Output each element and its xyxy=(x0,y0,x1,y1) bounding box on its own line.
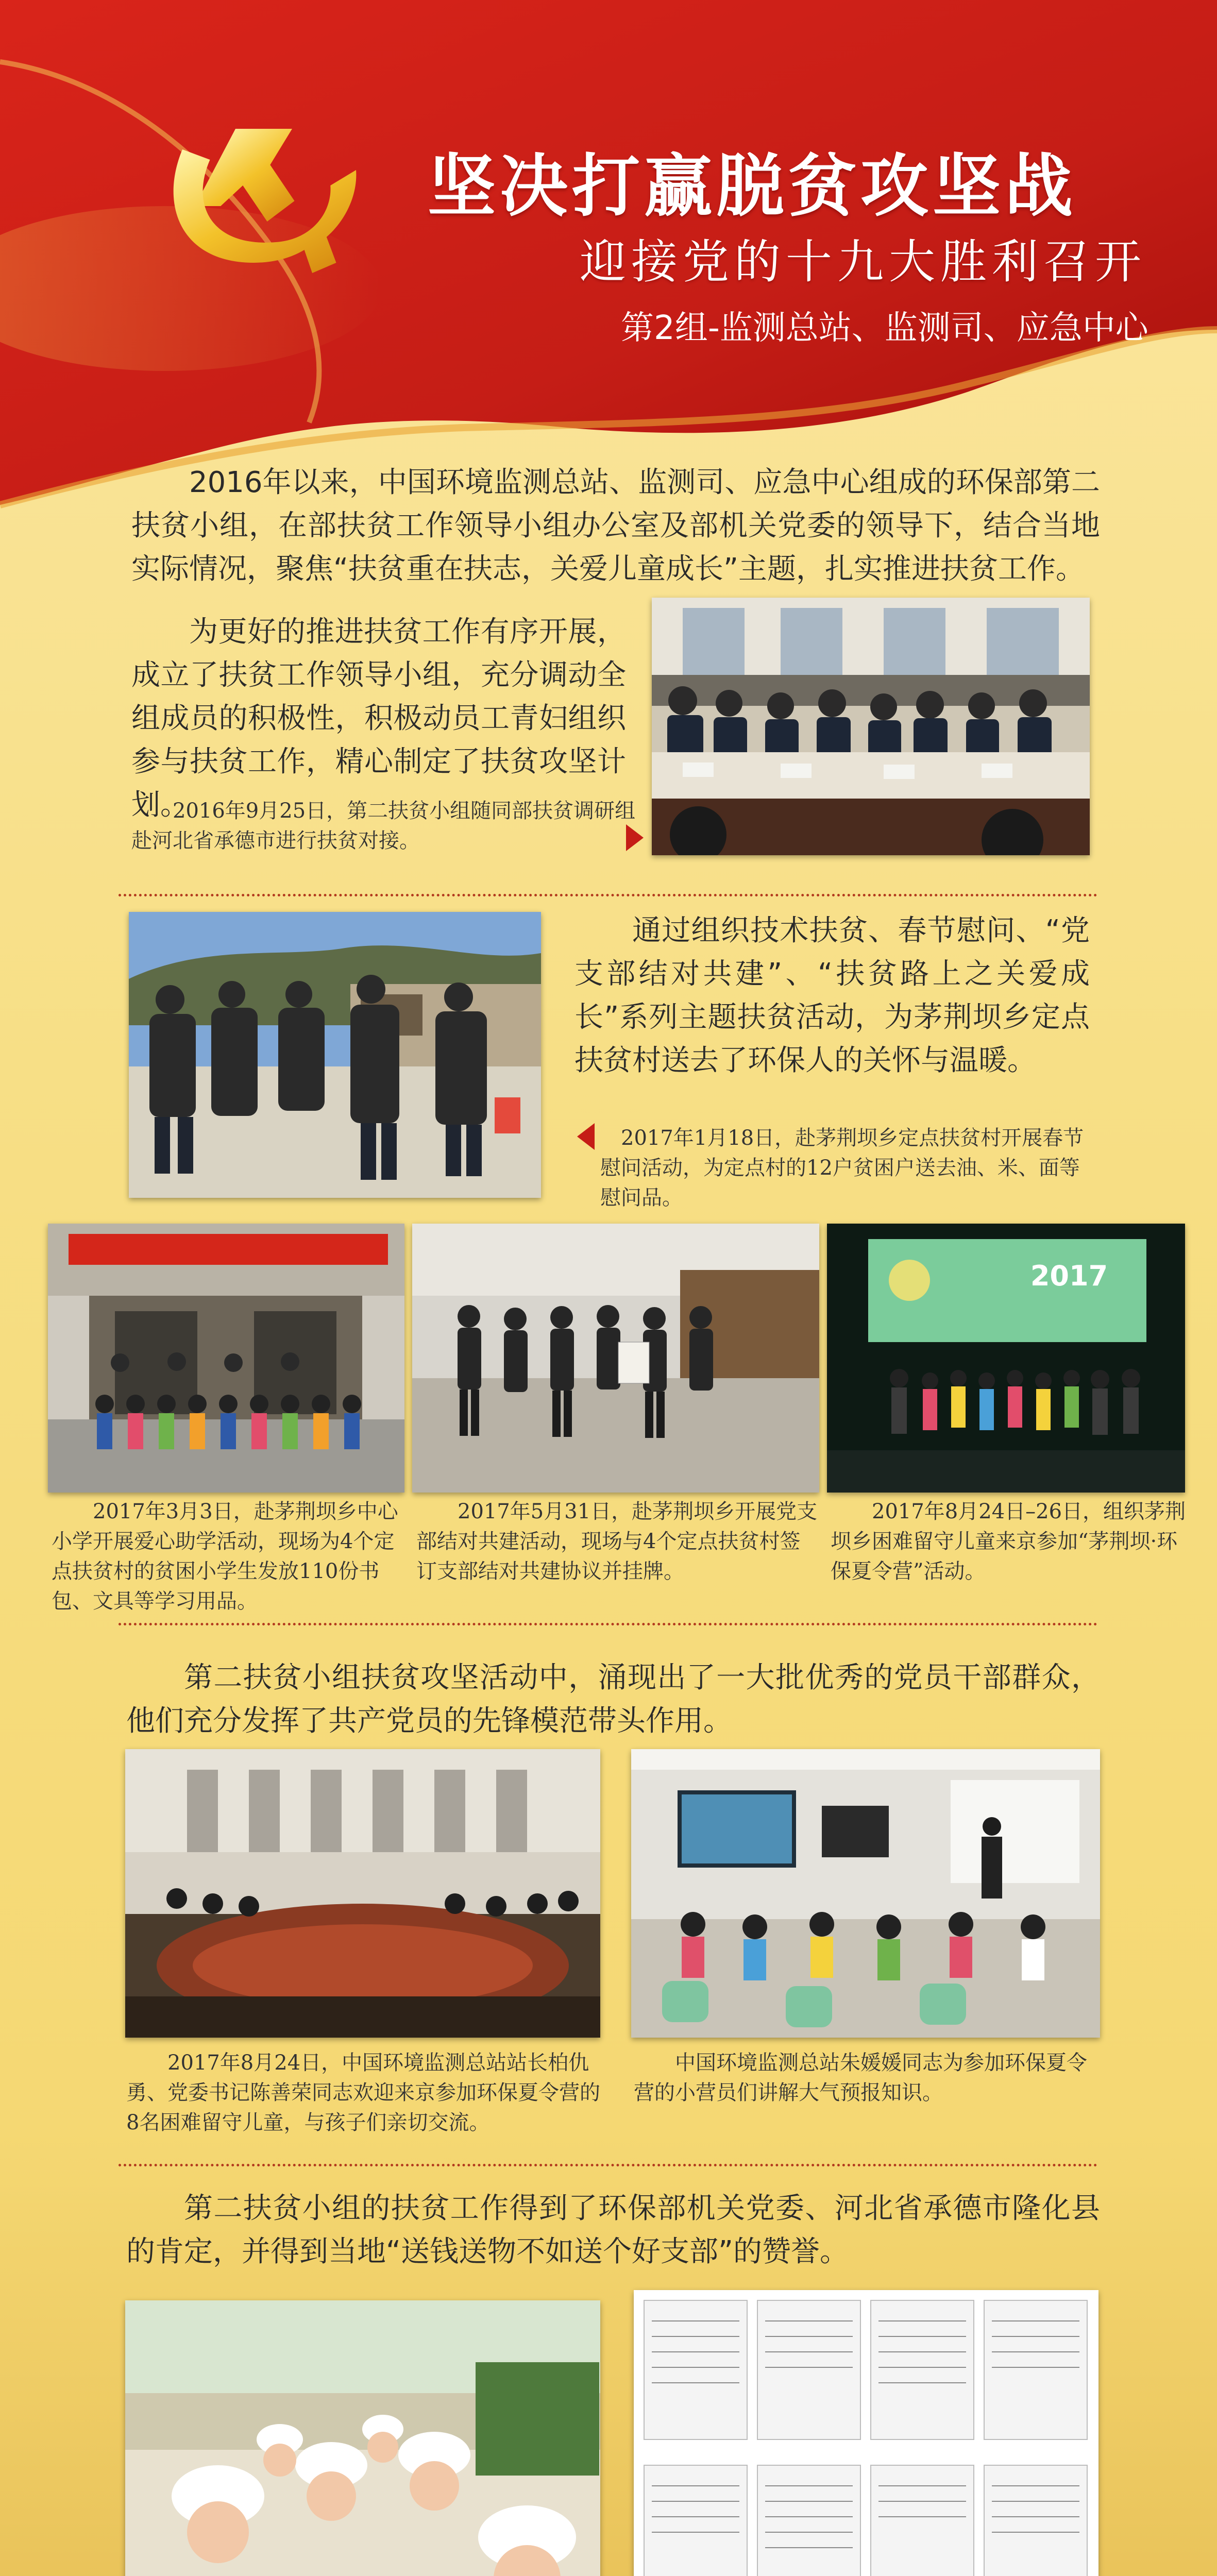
intro-paragraph: 2016年以来，中国环境监测总站、监测司、应急中心组成的环保部第二扶贫小组，在部扶贫工作领导小组办公室及部机关党委的领导下，结合当地实际情况，聚焦“扶贫重在扶志，关爱儿童成长”主题，扎实推进扶贫工作。 xyxy=(131,466,1100,586)
photo-thank-you-letters xyxy=(634,2290,1098,2576)
photo-spring-visit xyxy=(129,912,541,1198)
caption-planning-meeting: 2016年9月25日，第二扶贫小组随同部扶贫调研组赴河北省承德市进行扶贫对接。 xyxy=(131,799,636,853)
section-divider xyxy=(119,894,1097,896)
section-divider xyxy=(119,2164,1097,2166)
photo-welcome-meeting xyxy=(125,1749,600,2038)
group-label: 第2组-监测总站、监测司、应急中心 xyxy=(621,309,1148,347)
photo-year-text: 2017 xyxy=(1030,1260,1108,1292)
caption-party-branch: 2017年5月31日，赴茅荆坝乡开展党支部结对共建活动，现场与4个定点扶贫村签订支部结对共建协议并挂牌。 xyxy=(416,1500,818,1583)
photo-bus-children xyxy=(125,2300,600,2576)
page-subtitle: 迎接党的十九大胜利召开 xyxy=(580,235,1146,289)
photo-party-branch-plaque xyxy=(412,1224,819,1493)
section-divider xyxy=(119,1623,1097,1625)
photo-meeting xyxy=(652,598,1090,855)
photo-school-donation xyxy=(48,1224,404,1493)
caption-arrow-icon xyxy=(626,824,644,851)
members-paragraph: 第二扶贫小组扶贫攻坚活动中，涌现出了一大批优秀的党员干部群众，他们充分发挥了共产党员的先锋模范带头作用。 xyxy=(126,1661,1100,1738)
activities-paragraph: 通过组织技术扶贫、春节慰问、“党支部结对共建”、“扶贫路上之关爱成长”系列主题扶贫活动，为茅荆坝乡定点扶贫村送去了环保人的关怀与温暖。 xyxy=(574,914,1090,1077)
caption-spring-visit: 2017年1月18日，赴茅荆坝乡定点扶贫村开展春节慰问活动，为定点村的12户贫困户送去油、米、面等慰问品。 xyxy=(600,1126,1084,1210)
caption-summer-camp: 2017年8月24日–26日，组织茅荆坝乡困难留守儿童来京参加“茅荆坝·环保夏令营”活动。 xyxy=(831,1500,1186,1583)
caption-welcome-meeting: 2017年8月24日，中国环境监测总站站长柏仇勇、党委书记陈善荣同志欢迎来京参加环保夏令营的8名困难留守儿童，与孩子们亲切交流。 xyxy=(126,2051,600,2134)
caption-weather-lecture: 中国环境监测总站朱媛媛同志为参加环保夏令营的小营员们讲解大气预报知识。 xyxy=(634,2051,1087,2105)
photo-weather-lecture xyxy=(631,1749,1100,2038)
organize-paragraph: 为更好的推进扶贫工作有序开展，成立了扶贫工作领导小组，充分调动全组成员的积极性，积极动员工青妇组织参与扶贫工作，精心制定了扶贫攻坚计划。 xyxy=(131,615,626,822)
page-title: 坚决打赢脱贫攻坚战 xyxy=(428,147,1077,226)
bus-children-image xyxy=(125,2300,600,2576)
caption-arrow-icon xyxy=(577,1123,595,1150)
party-emblem-icon xyxy=(129,108,366,304)
photo-summer-camp-stage xyxy=(827,1224,1185,1493)
praise-paragraph: 第二扶贫小组的扶贫工作得到了环保部机关党委、河北省承德市隆化县的肯定，并得到当地“送钱送物不如送个好支部”的赞誉。 xyxy=(126,2192,1100,2268)
caption-school-donation: 2017年3月3日，赴茅荆坝乡中心小学开展爱心助学活动，现场为4个定点扶贫村的贫困小学生发放110份书包、文具等学习用品。 xyxy=(52,1500,398,1613)
